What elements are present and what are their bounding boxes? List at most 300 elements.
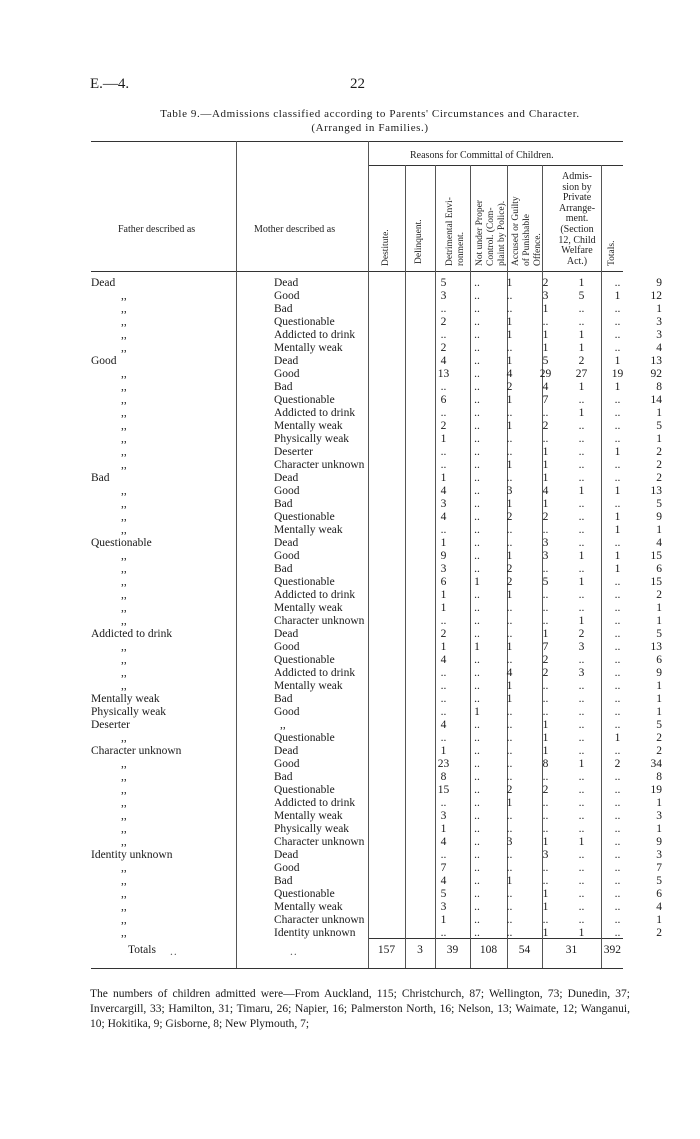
admission-cell: .. — [614, 498, 621, 510]
mother-cell: Character unknown — [274, 914, 365, 926]
delinquent-cell: .. — [474, 836, 480, 848]
table-row — [91, 459, 662, 472]
totals-header: Totals. — [607, 240, 617, 266]
not-under-control-cell: 2 — [542, 511, 549, 523]
father-cell: ,, — [121, 641, 127, 653]
mother-cell: Dead — [274, 277, 299, 289]
admission-cell: .. — [614, 706, 621, 718]
table-row — [91, 563, 662, 576]
not-under-control-cell: 2 — [542, 667, 549, 679]
delinquent-cell: .. — [474, 277, 480, 289]
total-delinquent: 3 — [417, 944, 423, 956]
mother-cell: Mentally weak — [274, 420, 343, 432]
total-cell: 5 — [656, 719, 662, 731]
father-cell: ,, — [121, 875, 127, 887]
detrimental-cell: .. — [506, 342, 513, 354]
mother-cell: Dead — [274, 745, 299, 757]
total-cell: 1 — [656, 602, 662, 614]
accused-cell: .. — [578, 875, 585, 887]
not-under-control-cell: 1 — [542, 329, 549, 341]
mother-cell: Mentally weak — [274, 680, 343, 692]
mother-cell: Good — [274, 550, 300, 562]
detrimental-cell: 1 — [506, 550, 513, 562]
mother-cell: Bad — [274, 303, 293, 315]
total-cell: 34 — [650, 758, 662, 770]
admission-cell: .. — [614, 329, 621, 341]
mother-cell: Mentally weak — [274, 810, 343, 822]
not-under-control-cell: 1 — [542, 719, 549, 731]
father-cell: ,, — [121, 888, 127, 900]
not-under-control-cell: 1 — [542, 888, 549, 900]
accused-cell: .. — [578, 823, 585, 835]
father-header: Father described as — [118, 224, 196, 235]
mother-cell: Good — [274, 706, 300, 718]
mother-cell: Dead — [274, 472, 299, 484]
admission-cell: .. — [614, 459, 621, 471]
accused-cell: 1 — [578, 485, 585, 497]
father-cell: ,, — [121, 329, 127, 341]
accused-cell: 27 — [575, 368, 588, 380]
admission-cell: .. — [614, 433, 621, 445]
not-under-control-cell: .. — [542, 407, 549, 419]
delinquent-cell: .. — [474, 303, 480, 315]
detrimental-cell: 1 — [506, 420, 513, 432]
table-row — [91, 849, 662, 862]
totals-leader: .. — [170, 946, 178, 958]
delinquent-cell: .. — [474, 654, 480, 666]
accused-cell: .. — [578, 745, 585, 757]
admission-header-line: Private — [562, 192, 592, 204]
table-row — [91, 433, 662, 446]
table-row — [91, 797, 662, 810]
admission-cell: .. — [614, 641, 621, 653]
admission-header-line: (Section — [560, 223, 594, 235]
total-cell: 5 — [656, 420, 662, 432]
accused-cell: 1 — [578, 381, 585, 393]
table-row — [91, 862, 662, 875]
table-row — [91, 680, 662, 693]
father-cell: ,, — [121, 602, 127, 614]
delinquent-cell: .. — [474, 680, 480, 692]
mother-cell: Questionable — [274, 732, 335, 744]
not-under-control-cell: 1 — [542, 303, 549, 315]
total-cell: 4 — [656, 901, 662, 913]
father-cell: Good — [91, 355, 117, 367]
admission-cell: 1 — [614, 563, 621, 575]
not-under-control-cell: 3 — [542, 537, 549, 549]
mother-cell: Character unknown — [274, 615, 365, 627]
admission-cell: .. — [614, 810, 621, 822]
mother-cell: Identity unknown — [274, 927, 356, 939]
table-row — [91, 420, 662, 433]
table-row — [91, 667, 662, 680]
destitute-cell: 4 — [440, 355, 447, 367]
accused-header-line: of Punishable — [522, 214, 532, 266]
admission-header-line: ment. — [565, 213, 589, 225]
mother-cell: Questionable — [274, 511, 335, 523]
accused-cell: .. — [578, 524, 585, 536]
table-row — [91, 784, 662, 797]
total-cell: 2 — [656, 732, 662, 744]
admission-cell: .. — [614, 797, 621, 809]
table-row — [91, 615, 662, 628]
destitute-cell: .. — [440, 667, 447, 679]
detrimental-cell: 1 — [506, 589, 513, 601]
father-cell: Questionable — [91, 537, 152, 549]
destitute-cell: 3 — [440, 290, 447, 302]
not-under-control-cell: 1 — [542, 459, 549, 471]
mother-cell: Mentally weak — [274, 901, 343, 913]
admission-cell: 1 — [614, 381, 621, 393]
admission-cell: .. — [614, 589, 621, 601]
detrimental-cell: .. — [506, 745, 513, 757]
table-row — [91, 602, 662, 615]
total-cell: 8 — [656, 771, 662, 783]
admission-header-line: sion by — [562, 181, 592, 193]
detrimental-cell: 1 — [506, 498, 513, 510]
detrimental-cell: .. — [506, 849, 513, 861]
destitute-cell: .. — [440, 927, 447, 939]
detrimental-cell: .. — [506, 888, 513, 900]
accused-cell: .. — [578, 862, 585, 874]
father-cell: Physically weak — [91, 706, 167, 718]
accused-cell: .. — [578, 719, 585, 731]
delinquent-cell: .. — [474, 810, 480, 822]
table-row — [91, 589, 662, 602]
destitute-cell: 9 — [440, 550, 447, 562]
delinquent-cell: .. — [474, 290, 480, 302]
admission-cell: .. — [614, 901, 621, 913]
table-row — [91, 888, 662, 901]
not-under-control-cell: 2 — [542, 654, 549, 666]
father-cell: Dead — [91, 277, 116, 289]
detrimental-cell: 2 — [506, 381, 513, 393]
total-cell: 1 — [656, 407, 662, 419]
admission-cell: .. — [614, 836, 621, 848]
table-row — [91, 316, 662, 329]
table-top-rule — [91, 141, 623, 142]
destitute-cell: 1 — [440, 602, 447, 614]
delinquent-cell: .. — [474, 472, 480, 484]
destitute-cell: 3 — [440, 810, 447, 822]
total-cell: 6 — [656, 563, 662, 575]
admission-cell: .. — [614, 667, 621, 679]
table-row — [91, 511, 662, 524]
delinquent-cell: .. — [474, 732, 480, 744]
accused-cell: .. — [578, 771, 585, 783]
mother-cell: Physically weak — [274, 433, 350, 445]
admission-cell: .. — [614, 654, 621, 666]
mother-cell: ,, — [280, 719, 286, 731]
mother-cell: Physically weak — [274, 823, 350, 835]
admission-cell: .. — [614, 420, 621, 432]
father-cell: ,, — [121, 836, 127, 848]
accused-cell: .. — [578, 537, 585, 549]
admission-cell: .. — [614, 823, 621, 835]
table-row — [91, 472, 662, 485]
not-under-control-cell: 3 — [542, 849, 549, 861]
admission-header-line: Admis- — [562, 171, 592, 182]
father-cell: Identity unknown — [91, 849, 173, 861]
admission-cell: 1 — [614, 290, 621, 302]
detrimental-cell: .. — [506, 823, 513, 835]
table-row — [91, 771, 662, 784]
accused-cell: .. — [578, 914, 585, 926]
father-cell: ,, — [121, 511, 127, 523]
not-under-control-cell: 7 — [542, 641, 549, 653]
detrimental-cell: .. — [506, 914, 513, 926]
destitute-cell: .. — [440, 381, 447, 393]
table-title: Table 9.—Admissions classified according to Parents' Circumstances and Character. — [160, 108, 580, 120]
admission-cell: .. — [614, 784, 621, 796]
father-cell: ,, — [121, 563, 127, 575]
delinquent-cell: .. — [474, 849, 480, 861]
not-under-control-cell: 1 — [542, 628, 549, 640]
mother-cell: Deserter — [274, 446, 313, 458]
admission-header-line: Arrange- — [558, 202, 596, 214]
accused-cell: .. — [578, 888, 585, 900]
destitute-cell: .. — [440, 615, 447, 627]
delinquent-cell: .. — [474, 355, 480, 367]
admission-cell: .. — [614, 914, 621, 926]
destitute-cell: .. — [440, 706, 447, 718]
admission-cell: .. — [614, 615, 621, 627]
total-cell: 1 — [656, 615, 662, 627]
delinquent-cell: .. — [474, 602, 480, 614]
admission-cell: .. — [614, 680, 621, 692]
detrimental-cell: 3 — [506, 485, 513, 497]
admission-cell: 1 — [614, 511, 621, 523]
destitute-cell: 1 — [440, 914, 447, 926]
father-cell: ,, — [121, 498, 127, 510]
total-cell: 1 — [656, 693, 662, 705]
detrimental-cell: 1 — [506, 693, 513, 705]
total-cell: 15 — [650, 576, 662, 588]
father-cell: ,, — [121, 576, 127, 588]
mother-cell: Good — [274, 368, 300, 380]
admission-cell: .. — [614, 927, 621, 939]
father-cell: Mentally weak — [91, 693, 160, 705]
mother-cell: Bad — [274, 693, 293, 705]
father-cell: Deserter — [91, 719, 130, 731]
accused-cell: 2 — [578, 628, 585, 640]
delinquent-cell: .. — [474, 368, 480, 380]
mother-cell: Character unknown — [274, 459, 365, 471]
accused-cell: .. — [578, 797, 585, 809]
total-accused: 54 — [518, 944, 531, 956]
delinquent-cell: .. — [474, 784, 480, 796]
father-cell: ,, — [121, 758, 127, 770]
admission-cell: .. — [614, 849, 621, 861]
table-row — [91, 914, 662, 927]
detrimental-cell: .. — [506, 537, 513, 549]
destitute-cell: .. — [440, 524, 447, 536]
table-row — [91, 901, 662, 914]
total-cell: 2 — [656, 472, 662, 484]
table-row — [91, 355, 662, 368]
accused-cell: .. — [578, 433, 585, 445]
admission-cell: .. — [614, 537, 621, 549]
mother-cell: Bad — [274, 875, 293, 887]
not-under-control-cell: 2 — [542, 420, 549, 432]
detrimental-cell: 1 — [506, 394, 513, 406]
delinquent-cell: .. — [474, 329, 480, 341]
delinquent-cell: .. — [474, 433, 480, 445]
destitute-cell: 2 — [440, 316, 447, 328]
mother-cell: Mentally weak — [274, 342, 343, 354]
delinquent-cell: .. — [474, 381, 480, 393]
table-row — [91, 537, 662, 550]
destitute-cell: .. — [440, 797, 447, 809]
accused-cell: 1 — [578, 550, 585, 562]
admission-cell: .. — [614, 888, 621, 900]
detrimental-cell: .. — [506, 862, 513, 874]
delinquent-cell: .. — [474, 615, 480, 627]
destitute-cell: 4 — [440, 485, 447, 497]
mother-cell: Bad — [274, 381, 293, 393]
total-cell: 4 — [656, 537, 662, 549]
delinquent-cell: .. — [474, 394, 480, 406]
table-row — [91, 927, 662, 940]
total-cell: 1 — [656, 823, 662, 835]
not-under-control-cell: 4 — [542, 381, 549, 393]
not-under-control-cell: .. — [542, 693, 549, 705]
total-detrimental: 39 — [446, 944, 459, 956]
admission-cell: 1 — [614, 550, 621, 562]
delinquent-cell: .. — [474, 875, 480, 887]
total-cell: 1 — [656, 706, 662, 718]
detrimental-cell: 1 — [506, 277, 513, 289]
page-reference: E.—4. — [90, 76, 130, 92]
delinquent-header: Delinquent. — [414, 219, 424, 264]
accused-cell: 3 — [578, 641, 585, 653]
admission-cell: .. — [614, 277, 621, 289]
mother-header: Mother described as — [254, 224, 336, 235]
table-row — [91, 823, 662, 836]
father-cell: ,, — [121, 290, 127, 302]
destitute-cell: 1 — [440, 745, 447, 757]
destitute-cell: 1 — [440, 641, 447, 653]
not-under-control-cell: 2 — [542, 277, 549, 289]
destitute-cell: 5 — [440, 888, 447, 900]
footnote: The numbers of children admitted were—From Auckland, 115; Christchurch, 87; Wellington, 73; Dunedin, 37; Invercargill, 33; Hamilton, 31; Timaru, 26; Napier, 16; Palmerston North, 16; Nelson, 13; Waimate, 12; Wanganui, 10; Hokitika, 9; Gisborne, 8; New Plymouth, 7; — [90, 988, 630, 1030]
delinquent-cell: .. — [474, 511, 480, 523]
accused-cell: .. — [578, 563, 585, 575]
admission-header-line: Act.) — [566, 255, 588, 267]
total-cell: 9 — [656, 511, 662, 523]
not-under-control-cell: .. — [542, 680, 549, 692]
total-cell: 4 — [656, 342, 662, 354]
page-number: 22 — [350, 76, 365, 92]
father-cell: ,, — [121, 680, 127, 692]
destitute-cell: .. — [440, 693, 447, 705]
total-cell: 2 — [656, 927, 662, 939]
total-cell: 2 — [656, 446, 662, 458]
detrimental-cell: .. — [506, 732, 513, 744]
detrimental-cell: .. — [506, 615, 513, 627]
detrimental-cell: 1 — [506, 875, 513, 887]
totals-label: Totals — [128, 944, 156, 956]
total-cell: 9 — [656, 836, 662, 848]
accused-cell: .. — [578, 693, 585, 705]
not-under-control-cell: .. — [542, 771, 549, 783]
total-cell: 1 — [656, 524, 662, 536]
father-cell: ,, — [121, 862, 127, 874]
total-cell: 5 — [656, 498, 662, 510]
accused-cell: 1 — [578, 615, 585, 627]
detrimental-cell: .. — [506, 602, 513, 614]
delinquent-cell: .. — [474, 719, 480, 731]
table-row — [91, 719, 662, 732]
table-row — [91, 875, 662, 888]
father-cell: ,, — [121, 524, 127, 536]
destitute-cell: 23 — [437, 758, 450, 770]
detrimental-header-line: Detrimental Envi- — [445, 197, 455, 266]
detrimental-cell: .. — [506, 810, 513, 822]
admission-cell: .. — [614, 719, 621, 731]
detrimental-cell: 1 — [506, 316, 513, 328]
total-cell: 8 — [656, 381, 662, 393]
destitute-cell: 4 — [440, 654, 447, 666]
table-row — [91, 342, 662, 355]
table-row — [91, 368, 662, 381]
father-cell: ,, — [121, 914, 127, 926]
not-under-header-line: Control. (Com- — [486, 207, 496, 266]
table-row — [91, 329, 662, 342]
delinquent-cell: .. — [474, 589, 480, 601]
destitute-cell: 4 — [440, 719, 447, 731]
not-under-control-cell: .. — [542, 589, 549, 601]
mother-cell: Addicted to drink — [274, 667, 356, 679]
father-cell: ,, — [121, 823, 127, 835]
not-under-control-cell: 1 — [542, 472, 549, 484]
accused-cell: 1 — [578, 329, 585, 341]
accused-header-line: Accused or Guilty — [511, 196, 521, 266]
detrimental-cell: 1 — [506, 680, 513, 692]
admission-cell: .. — [614, 628, 621, 640]
admission-cell: .. — [614, 316, 621, 328]
total-cell: 1 — [656, 433, 662, 445]
accused-cell: .. — [578, 303, 585, 315]
admission-cell: .. — [614, 862, 621, 874]
delinquent-cell: .. — [474, 459, 480, 471]
destitute-cell: .. — [440, 732, 447, 744]
detrimental-cell: .. — [506, 524, 513, 536]
admission-cell: .. — [614, 342, 621, 354]
admission-cell: .. — [614, 693, 621, 705]
not-under-header-line: Not under Proper — [475, 200, 485, 266]
table-subtitle: (Arranged in Families.) — [311, 122, 429, 134]
admission-cell: .. — [614, 303, 621, 315]
not-under-control-cell: .. — [542, 706, 549, 718]
detrimental-cell: 1 — [506, 459, 513, 471]
not-under-control-cell: .. — [542, 433, 549, 445]
admission-cell: .. — [614, 407, 621, 419]
delinquent-cell: .. — [474, 758, 480, 770]
totals-leader: .. — [290, 946, 298, 958]
total-cell: 3 — [656, 316, 662, 328]
delinquent-cell: 1 — [474, 641, 480, 653]
not-under-control-cell: 1 — [542, 927, 549, 939]
total-cell: 2 — [656, 459, 662, 471]
detrimental-cell: .. — [506, 303, 513, 315]
admission-cell: 1 — [614, 446, 621, 458]
destitute-cell: 1 — [440, 589, 447, 601]
mother-cell: Questionable — [274, 394, 335, 406]
mother-cell: Addicted to drink — [274, 329, 356, 341]
total-cell: 2 — [656, 589, 662, 601]
mother-cell: Bad — [274, 771, 293, 783]
